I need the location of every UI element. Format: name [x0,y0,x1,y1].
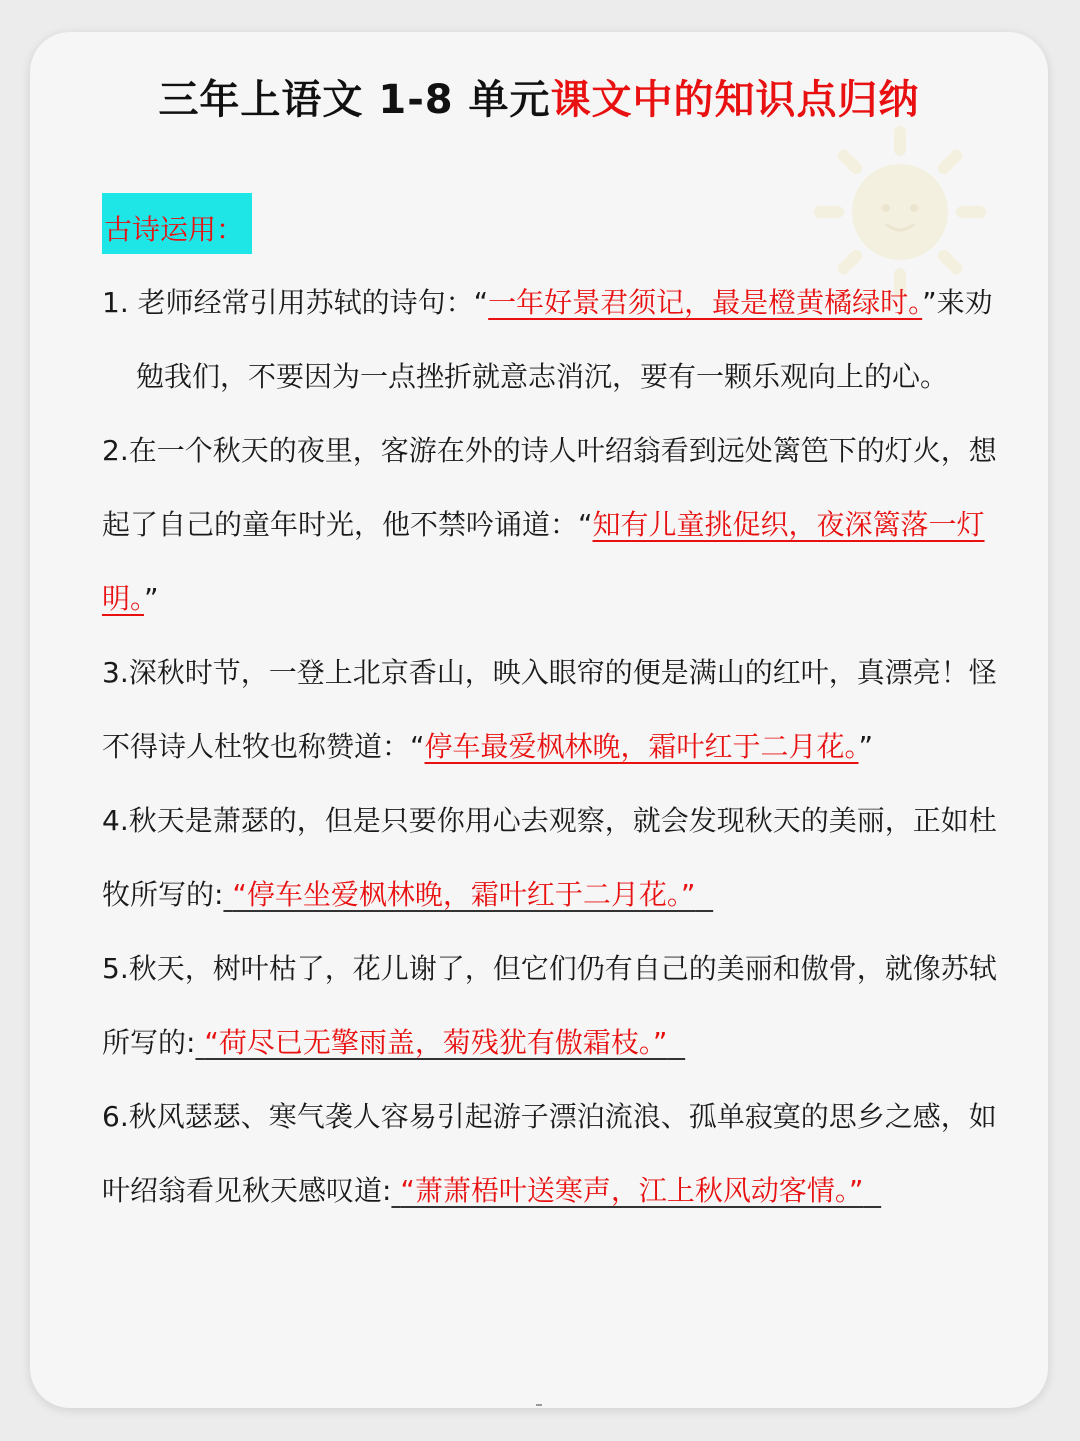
page-title [30,68,1048,125]
poem-quote: 停车最爱枫林晚，霜叶红于二月花。 [424,730,859,763]
list-item-1 [102,266,1002,414]
list-item-3 [102,636,1002,784]
item-text-before: 深秋时节，一登上北京香山，映入眼帘的便是满山的红叶，真漂亮！怪不得诗人杜牧也称赞道：“ [102,656,997,763]
section-heading: 古诗运用： [102,193,252,254]
poem-quote: “停车坐爱枫林晚，霜叶红于二月花。” [232,878,696,911]
item-text-before: 秋风瑟瑟、寒气袭人容易引起游子漂泊流浪、孤单寂寞的思乡之感，如叶绍翁看见秋天感叹道: [102,1100,997,1207]
answer-blank [195,1026,685,1059]
poem-quote: “萧萧梧叶送寒声，江上秋风动客情。” [400,1174,864,1207]
list-item-2 [102,414,1002,636]
content-list [102,266,1002,1228]
list-item-4 [102,784,1002,932]
item-number: 4. [102,804,129,837]
item-text-after: ”来劝勉我们，不要因为一点挫折就意志消沉，要有一颗乐观向上的心。 [136,286,993,393]
item-text-after: ” [858,730,874,763]
item-number: 3. [102,656,129,689]
item-number: 5. [102,952,129,985]
item-text-before: 秋天是萧瑟的，但是只要你用心去观察，就会发现秋天的美丽，正如杜牧所写的: [102,804,997,911]
title-red-part: 课文中的知识点归纳 [550,77,920,123]
poem-quote: 一年好景君须记，最是橙黄橘绿时。 [488,286,923,319]
list-item-5 [102,932,1002,1080]
item-text-before: 在一个秋天的夜里，客游在外的诗人叶绍翁看到远处篱笆下的灯火，想起了自己的童年时光，他不禁吟诵道：“ [102,434,997,541]
document-page [30,32,1048,1408]
title-black-part: 三年上语文 1-8 单元 [158,77,551,123]
poem-quote: “荷尽已无擎雨盖，菊残犹有傲霜枝。” [204,1026,668,1059]
item-text-before: 老师经常引用苏轼的诗句：“ [128,286,489,319]
item-number: 1. [102,286,129,319]
page-bottom-mark [536,1404,542,1406]
poem-quote: 知有儿童挑促织，夜深篱落一灯明。 [102,508,985,615]
item-text-before: 秋天，树叶枯了，花儿谢了，但它们仍有自己的美丽和傲骨，就像苏轼所写的: [102,952,997,1059]
list-item-6 [102,1080,1002,1228]
item-text-after: ” [144,582,159,615]
answer-blank [223,878,713,911]
answer-blank [391,1174,881,1207]
item-number: 6. [102,1100,129,1133]
item-number: 2. [102,434,129,467]
